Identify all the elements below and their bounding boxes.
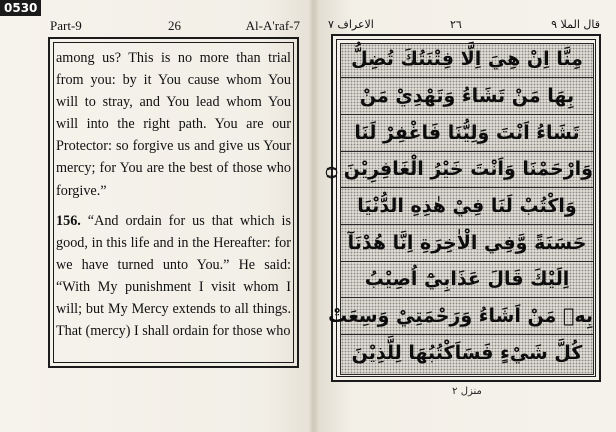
arabic-surah-label: الاعراف ٧ (328, 18, 374, 31)
translation-paragraph: among us? This is no more than trial from you: by it You cause whom You will to stray, and You lead whom You will into the right path. You are our Protector: so forgive us and give us Your mercy; for You are the best of those who forgive.” (56, 50, 291, 199)
verse-number: 156. (56, 212, 81, 229)
arabic-line: تَشَاءُ اَنْتَ وَلِيُّنَا فَاغْفِرْ لَنَا (341, 118, 593, 152)
translation-paragraph-verse (56, 210, 291, 343)
verse-text: “And ordain for us that which is good, in this life and in the Hereafter: for we have turned unto You.” He said: “With My punishment I visit whom I will; but My Mercy extends to all things. That (mercy) I shall ordain for those who (56, 212, 291, 340)
image-id-label: 0530 (0, 0, 41, 16)
translation-frame (48, 37, 299, 368)
manzil-footer: منزل ٢ (452, 386, 482, 397)
arabic-page-number: ٢٦ (450, 18, 462, 31)
page-number: 26 (168, 18, 181, 33)
arabic-line: وَاكْتُبْ لَنَا فِيْ هٰذِهِ الدُّنْيَا (341, 191, 593, 225)
arabic-text-panel (325, 43, 594, 375)
left-page-header (50, 18, 300, 34)
arabic-line: حَسَنَةً وَّفِي الْاٰخِرَةِ اِنَّا هُدْنَآ (341, 228, 593, 262)
juz-label: قال الملا ٩ (551, 18, 600, 31)
arabic-line: وَارْحَمْنَا وَاَنْتَ خَيْرُ الْغَافِرِيْنَ ۝ (341, 154, 593, 188)
arabic-text-frame (325, 34, 601, 382)
arabic-line: بِهَا مَنْ تَشَاءُ وَتَهْدِيْ مَنْ (341, 81, 593, 115)
arabic-line: كُلَّ شَيْءٍ فَسَاَكْتُبُهَا لِلَّذِيْنَ (351, 342, 583, 364)
arabic-line: اِلَيْكَ قَالَ عَذَابِيْٓ اُصِيْبُ (341, 264, 593, 298)
part-label: Part-9 (50, 18, 82, 33)
surah-label: Al-A'raf-7 (245, 18, 300, 33)
right-page-header (328, 18, 600, 34)
arabic-line: مِنَّا اِنْ هِيَ اِلَّا فِتْنَتُكَ تُضِلُّ (341, 44, 593, 78)
translation-text (56, 47, 291, 342)
arabic-line: بِهٖ مَنْ اَشَاءُ وَرَحْمَتِيْ وَسِعَتْ (341, 301, 593, 335)
